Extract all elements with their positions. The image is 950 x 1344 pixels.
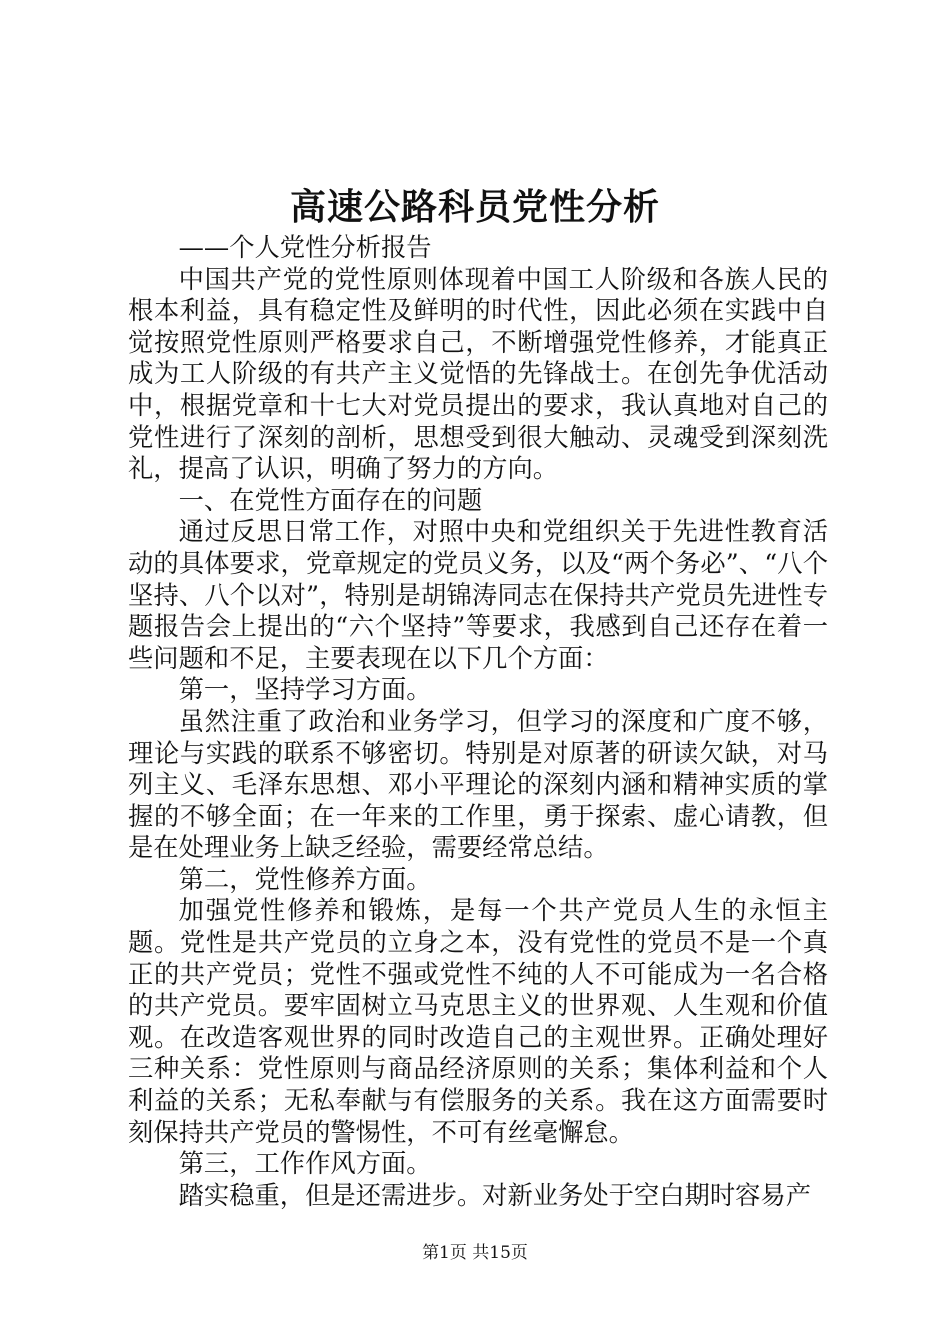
page-number: 第1页 共15页 — [422, 1243, 528, 1263]
subsection-heading: 第一，坚持学习方面。 — [178, 675, 432, 705]
document-body — [128, 232, 828, 1211]
subsection-heading: 第二，党性修养方面。 — [178, 864, 432, 894]
document-title: 高速公路科员党性分析 — [289, 186, 660, 228]
paragraph: 加强党性修养和锻炼，是每一个共产党员人生的永恒主题。党性是共产党员的立身之本，没有党性的党员不是一个真正的共产党员；党性不强或党性不纯的人不可能成为一名合格的共产党员。要牢固树立马克思主义的世界观、人生观和价值观。在改造客观世界的同时改造自己的主观世界。正确处理好三种关系：党性原则与商品经济原则的关系；集体利益和个人利益的关系；无私奉献与有偿服务的关系。我在这方面需要时刻保持共产党员的警惕性，不可有丝毫懈怠。 — [128, 896, 828, 1147]
section-heading: 一、在党性方面存在的问题 — [178, 485, 483, 515]
paragraph: 通过反思日常工作，对照中央和党组织关于先进性教育活动的具体要求，党章规定的党员义务，以及“两个务必”、“八个坚持、八个以对”，特别是胡锦涛同志在保持共产党员先进性专题报告会上提出的“六个坚持”等要求，我感到自己还存在着一些问题和不足，主要表现在以下几个方面： — [128, 517, 828, 673]
paragraph-intro: 中国共产党的党性原则体现着中国工人阶级和各族人民的根本利益，具有稳定性及鲜明的时代性，因此必须在实践中自觉按照党性原则严格要求自己，不断增强党性修养，才能真正成为工人阶级的有共产主义觉悟的先锋战士。在创先争优活动中，根据党章和十七大对党员提出的要求，我认真地对自己的党性进行了深刻的剖析，思想受到很大触动、灵魂受到深刻洗礼，提高了认识，明确了努力的方向。 — [128, 264, 828, 484]
subtitle: ——个人党性分析报告 — [178, 233, 432, 262]
paragraph: 踏实稳重，但是还需进步。对新业务处于空白期时容易产 — [178, 1180, 812, 1210]
subsection-heading: 第三，工作作风方面。 — [178, 1149, 432, 1179]
paragraph: 虽然注重了政治和业务学习，但学习的深度和广度不够，理论与实践的联系不够密切。特别是对原著的研读欠缺，对马列主义、毛泽东思想、邓小平理论的深刻内涵和精神实质的掌握的不够全面；在一年来的工作里，勇于探索、虚心请教，但是在处理业务上缺乏经验，需要经常总结。 — [128, 706, 828, 863]
